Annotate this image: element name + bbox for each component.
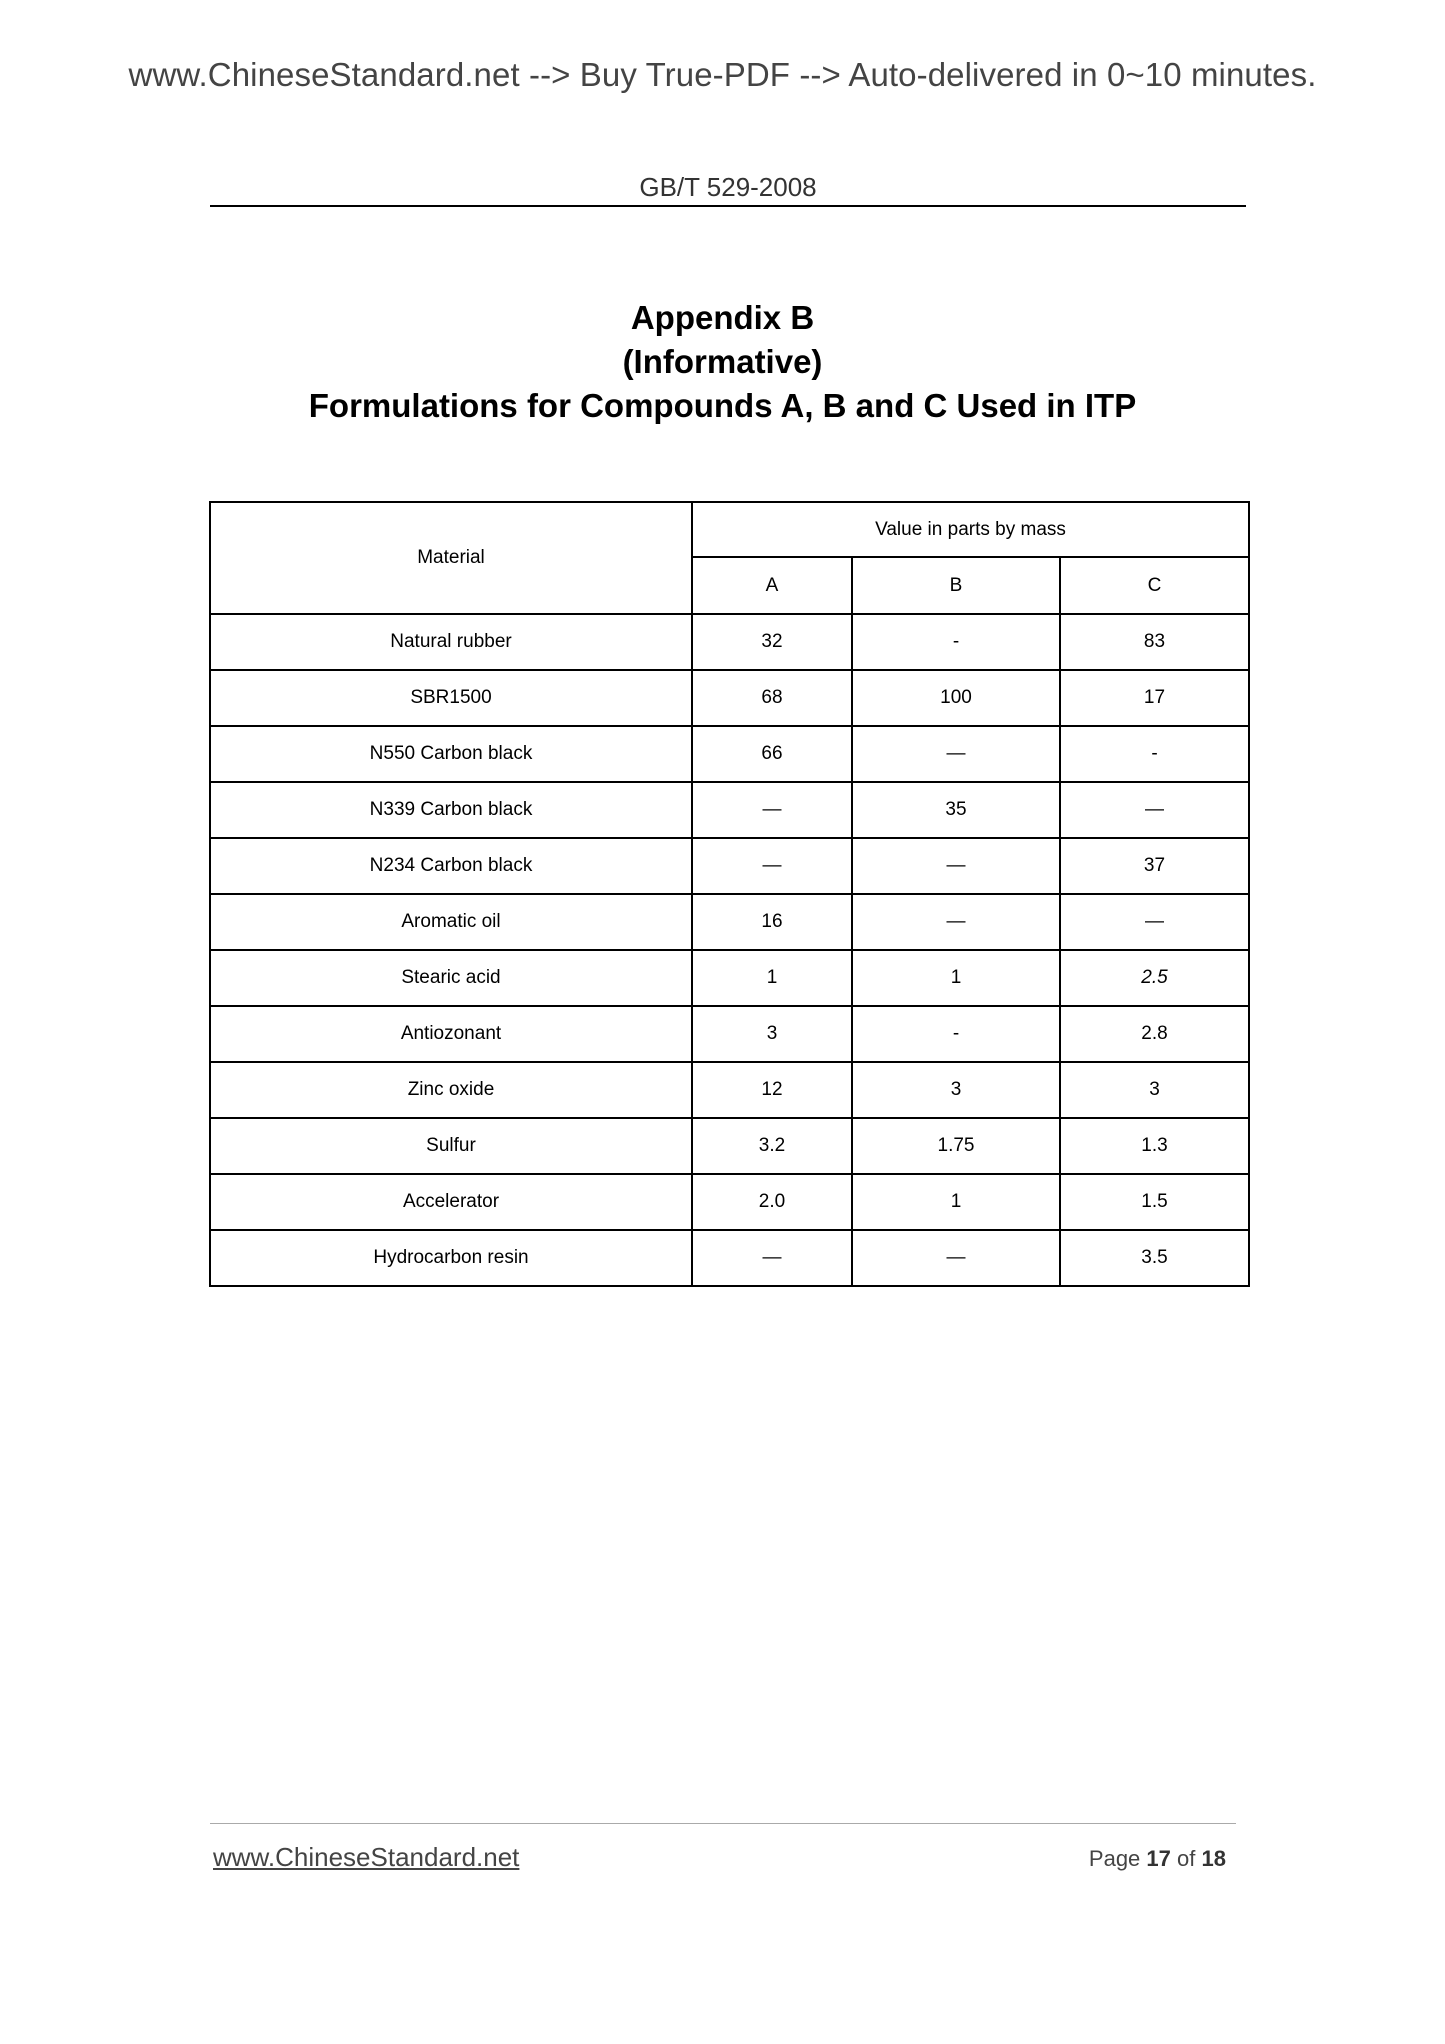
value-group-header: Value in parts by mass (692, 502, 1249, 557)
material-cell: N234 Carbon black (210, 838, 692, 894)
value-cell-a: 66 (692, 726, 852, 782)
footer-website-link[interactable]: www.ChineseStandard.net (213, 1842, 520, 1872)
appendix-title: Appendix B (630, 299, 815, 336)
material-cell: Aromatic oil (210, 894, 692, 950)
value-cell-a: — (692, 1230, 852, 1286)
value-cell-c: 37 (1060, 838, 1249, 894)
material-cell: N339 Carbon black (210, 782, 692, 838)
value-cell-a: 3.2 (692, 1118, 852, 1174)
value-cell-c: 2.8 (1060, 1006, 1249, 1062)
value-cell-a: 68 (692, 670, 852, 726)
value-cell-b: — (852, 838, 1060, 894)
value-cell-c: 1.3 (1060, 1118, 1249, 1174)
value-cell-a: 12 (692, 1062, 852, 1118)
value-cell-c: 83 (1060, 614, 1249, 670)
footer-divider (210, 1823, 1236, 1824)
material-cell: Accelerator (210, 1174, 692, 1230)
value-cell-b: 1.75 (852, 1118, 1060, 1174)
value-cell-a: 1 (692, 950, 852, 1006)
value-cell-a: 3 (692, 1006, 852, 1062)
table-row (210, 1118, 1249, 1174)
table-row (210, 1062, 1249, 1118)
material-column-header: Material (210, 502, 692, 614)
value-cell-a: 16 (692, 894, 852, 950)
table-row (210, 726, 1249, 782)
value-cell-b: 1 (852, 950, 1060, 1006)
header-divider (210, 205, 1246, 207)
value-cell-c: 2.5 (1060, 950, 1249, 1006)
value-cell-b: - (852, 614, 1060, 670)
column-header-a: A (692, 557, 852, 614)
value-cell-a: 32 (692, 614, 852, 670)
value-cell-a: — (692, 782, 852, 838)
value-cell-b: — (852, 1230, 1060, 1286)
formulation-table (209, 501, 1250, 1287)
value-cell-a: — (692, 838, 852, 894)
page-total: 18 (1201, 1846, 1226, 1871)
page-label: Page (1088, 1846, 1141, 1871)
column-header-c: C (1060, 557, 1249, 614)
material-cell: Zinc oxide (210, 1062, 692, 1118)
value-cell-a: 2.0 (692, 1174, 852, 1230)
material-cell: Sulfur (210, 1118, 692, 1174)
material-cell: Antiozonant (210, 1006, 692, 1062)
table-row (210, 838, 1249, 894)
value-cell-c: — (1060, 894, 1249, 950)
page-indicator (1089, 1846, 1226, 1872)
material-cell: Stearic acid (210, 950, 692, 1006)
value-cell-c: 17 (1060, 670, 1249, 726)
value-cell-b: - (852, 1006, 1060, 1062)
value-cell-c: 3.5 (1060, 1230, 1249, 1286)
value-cell-c: 1.5 (1060, 1174, 1249, 1230)
value-cell-c: — (1060, 782, 1249, 838)
appendix-title-block (0, 296, 1445, 428)
value-cell-b: 100 (852, 670, 1060, 726)
value-cell-b: 1 (852, 1174, 1060, 1230)
appendix-heading: Formulations for Compounds A, B and C Used in ITP (308, 387, 1137, 424)
table-row (210, 782, 1249, 838)
table-row (210, 950, 1249, 1006)
table-row (210, 1230, 1249, 1286)
value-cell-c: - (1060, 726, 1249, 782)
material-cell: Natural rubber (210, 614, 692, 670)
top-banner: www.ChineseStandard.net --> Buy True-PDF --> Auto-delivered in 0~10 minutes. (128, 56, 1317, 93)
page-current: 17 (1146, 1846, 1171, 1871)
value-cell-b: 3 (852, 1062, 1060, 1118)
material-cell: SBR1500 (210, 670, 692, 726)
value-cell-c: 3 (1060, 1062, 1249, 1118)
table-row (210, 670, 1249, 726)
table-row (210, 614, 1249, 670)
table-row (210, 894, 1249, 950)
value-cell-b: — (852, 726, 1060, 782)
material-cell: N550 Carbon black (210, 726, 692, 782)
column-header-b: B (852, 557, 1060, 614)
table-row (210, 1174, 1249, 1230)
appendix-subtitle: (Informative) (622, 343, 823, 380)
table-row (210, 1006, 1249, 1062)
standard-number-header: GB/T 529-2008 (639, 172, 817, 202)
material-cell: Hydrocarbon resin (210, 1230, 692, 1286)
page-of-label: of (1177, 1846, 1196, 1871)
value-cell-b: — (852, 894, 1060, 950)
value-cell-b: 35 (852, 782, 1060, 838)
